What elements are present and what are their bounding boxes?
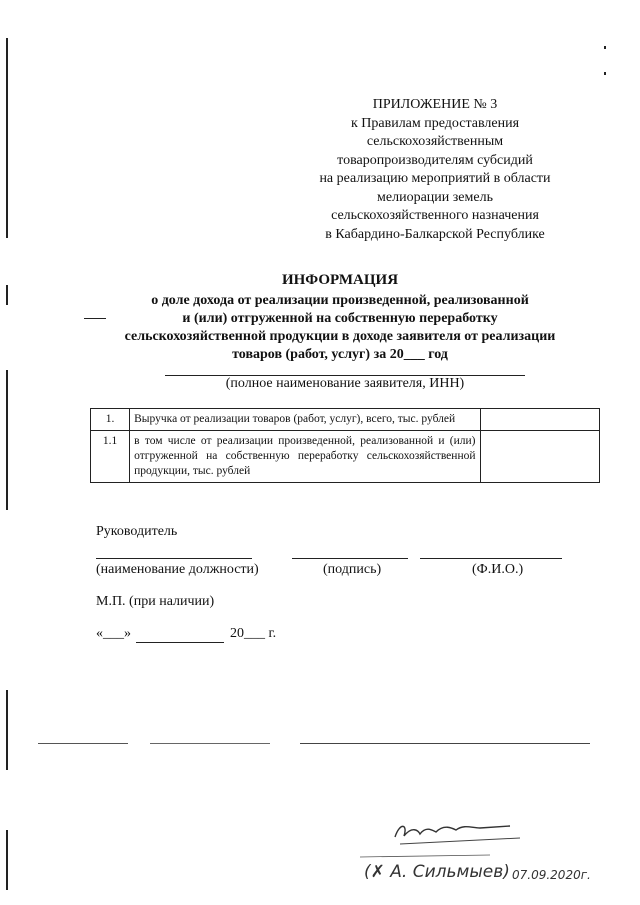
appendix-line: сельскохозяйственного назначения <box>331 208 539 223</box>
handwritten-name: (✗ А. Сильмыев) <box>364 862 510 882</box>
appendix-line: в Кабардино-Балкарской Республике <box>325 226 545 242</box>
row-value-cell[interactable] <box>480 431 599 483</box>
row-number: 1.1 <box>91 431 130 483</box>
date-day: «___» <box>96 626 131 641</box>
row-description: Выручка от реализации товаров (работ, услуг), всего, тыс. рублей <box>130 409 480 431</box>
date-month-line[interactable] <box>136 642 224 643</box>
handwritten-date: 07.09.2020г. <box>512 868 591 882</box>
position-caption: (наименование должности) <box>96 562 259 577</box>
table-row <box>91 409 600 431</box>
scan-edge-line <box>6 38 8 238</box>
appendix-line: товаропроизводителям субсидий <box>337 152 533 168</box>
signature-input-line[interactable] <box>292 558 408 559</box>
appendix-header <box>290 96 580 244</box>
row-value-cell[interactable] <box>480 409 599 431</box>
appendix-line: сельскохозяйственным <box>366 134 504 149</box>
scan-edge-line <box>6 370 8 510</box>
appendix-line: мелиорации земель <box>377 189 493 205</box>
name-caption: (Ф.И.О.) <box>472 562 524 577</box>
appendix-line: к Правилам предоставления <box>350 115 520 131</box>
sign-caption: (подпись) <box>323 562 382 577</box>
applicant-caption: (полное наименование заявителя, ИНН) <box>225 376 465 391</box>
scan-edge-line <box>6 690 8 770</box>
table-row <box>91 431 600 483</box>
appendix-line: ПРИЛОЖЕНИЕ № 3 <box>372 97 498 112</box>
head-label: Руководитель <box>96 524 178 539</box>
document-title: ИНФОРМАЦИЯ <box>281 272 399 288</box>
scan-dash <box>300 743 590 744</box>
scan-edge-line <box>6 830 8 890</box>
subtitle-line: и (или) отгруженной на собственную переработку <box>182 311 498 326</box>
scan-edge-line <box>6 285 8 305</box>
row-description: в том числе от реализации произведенной, реализованной и (или) отгруженной на собственную переработку сельскохозяйственной продукции, тыс. рублей <box>130 431 480 483</box>
row-number: 1. <box>91 409 130 431</box>
subtitle-line: товаров (работ, услуг) за 20___ год <box>232 347 448 362</box>
scan-dot <box>604 46 606 49</box>
name-input-line[interactable] <box>420 558 562 559</box>
subtitle-line: о доле дохода от реализации произведенной, реализованной <box>151 293 529 308</box>
position-input-line[interactable] <box>96 558 252 559</box>
date-year: 20___ г. <box>230 626 277 641</box>
scan-dash <box>38 743 128 744</box>
handwritten-signature <box>360 812 540 862</box>
subtitle-line: сельскохозяйственной продукции в доходе заявителя от реализации <box>124 329 556 344</box>
info-table <box>90 408 600 483</box>
stamp-label: М.П. (при наличии) <box>96 594 215 609</box>
document-subtitle <box>60 292 620 364</box>
appendix-line: на реализацию мероприятий в области <box>319 171 551 186</box>
scan-dot <box>604 72 606 75</box>
scan-dash <box>150 743 270 744</box>
